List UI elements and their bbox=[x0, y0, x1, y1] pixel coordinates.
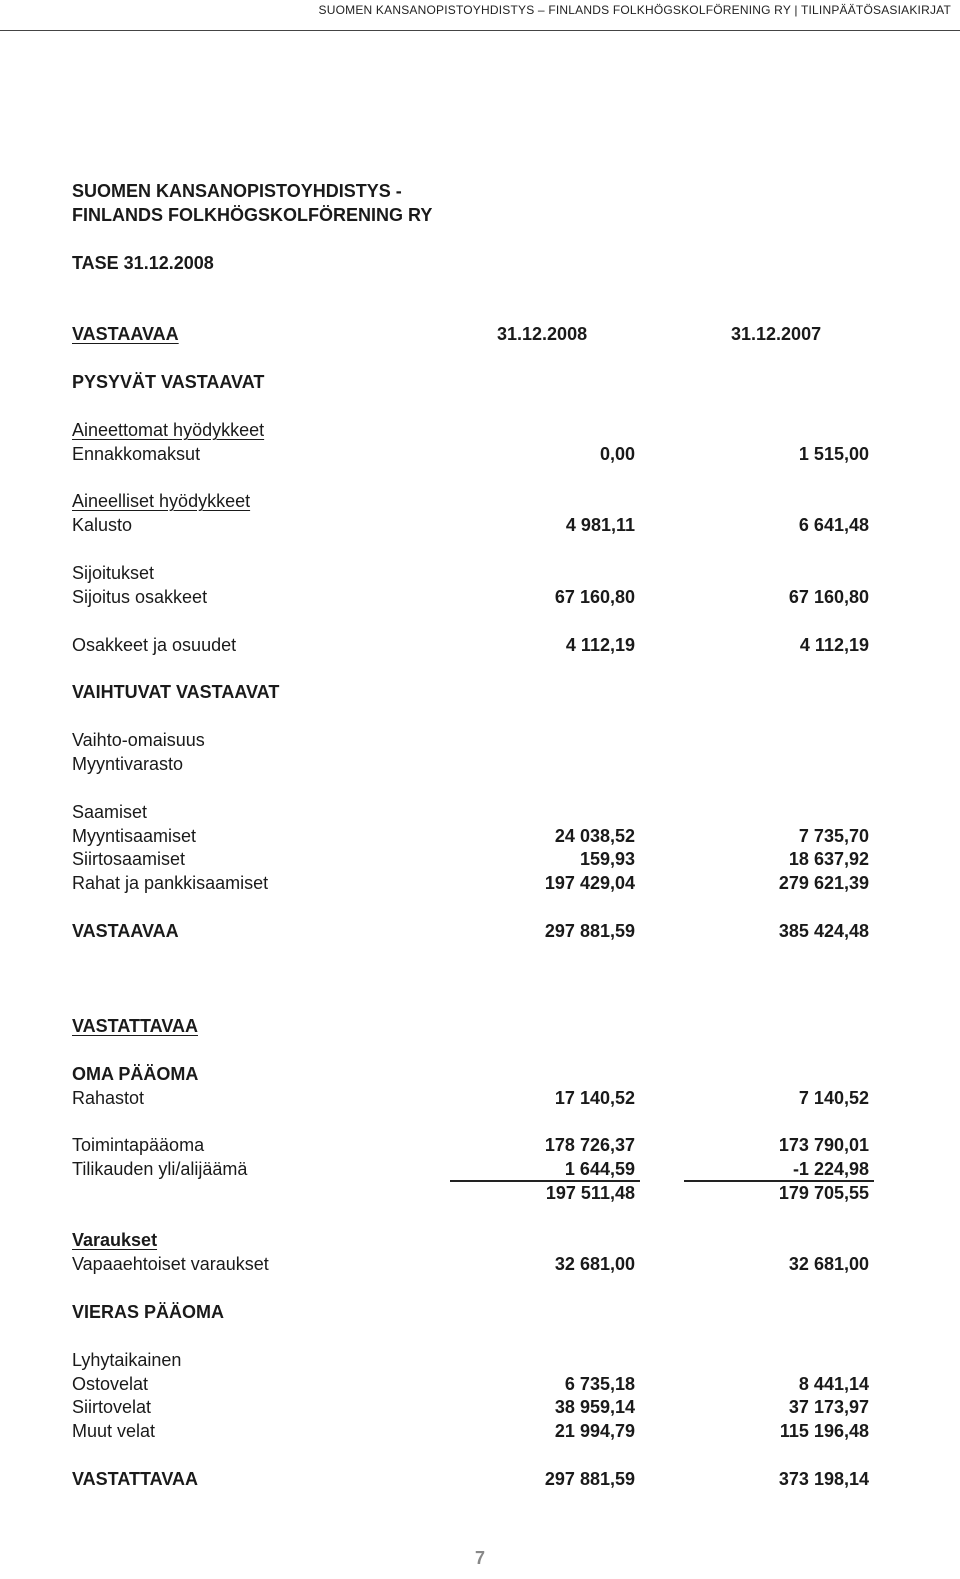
investments-heading: Sijoitukset bbox=[72, 563, 155, 583]
org-name-line2: FINLANDS FOLKHÖGSKOLFÖRENING RY bbox=[72, 205, 433, 225]
page-number: 7 bbox=[474, 1548, 485, 1568]
assets-total-label: VASTAAVAA bbox=[72, 921, 179, 941]
fixed-assets-heading: PYSYVÄT VASTAAVAT bbox=[72, 372, 265, 392]
tangible-heading: Aineelliset hyödykkeet bbox=[72, 491, 251, 511]
running-header-text: SUOMEN KANSANOPISTOYHDISTYS – FINLANDS FOLKHÖGSKOLFÖRENING RY | TILINPÄÄTÖSASIAKIRJAT bbox=[318, 3, 951, 17]
row-value-2007: 8 441,14 bbox=[798, 1374, 869, 1394]
row-value-2008: 32 681,00 bbox=[554, 1254, 635, 1274]
row-value-2007: 7 735,70 bbox=[798, 826, 869, 846]
liabilities-total-label: VASTATTAVAA bbox=[72, 1469, 198, 1489]
debt-heading: VIERAS PÄÄOMA bbox=[72, 1302, 225, 1322]
equity-subtotal-2008: 197 511,48 bbox=[545, 1183, 635, 1203]
row-label: Myyntisaamiset bbox=[72, 826, 197, 846]
equity-subtotal-2007: 179 705,55 bbox=[778, 1183, 869, 1203]
assets-heading: VASTAAVAA bbox=[72, 324, 179, 344]
row-value-2008: 17 140,52 bbox=[554, 1088, 635, 1108]
liabilities-total-2008: 297 881,59 bbox=[544, 1469, 635, 1489]
liabilities-heading: VASTATTAVAA bbox=[72, 1016, 198, 1036]
row-label: Toimintapääoma bbox=[72, 1135, 205, 1155]
assets-total-2007: 385 424,48 bbox=[778, 921, 869, 941]
row-value-2008: 178 726,37 bbox=[544, 1135, 635, 1155]
provisions-heading: Varaukset bbox=[72, 1230, 158, 1250]
row-value-2007: 7 140,52 bbox=[798, 1088, 869, 1108]
row-value-2007: 37 173,97 bbox=[788, 1397, 869, 1417]
row-value-2007: 1 515,00 bbox=[798, 444, 869, 464]
row-label: Rahastot bbox=[72, 1088, 145, 1108]
inventory-heading: Vaihto-omaisuus bbox=[72, 730, 205, 750]
row-label: Vapaaehtoiset varaukset bbox=[72, 1254, 269, 1274]
row-value-2008: 197 429,04 bbox=[544, 873, 635, 893]
row-value-2008: 4 112,19 bbox=[565, 635, 635, 655]
row-value-2007: 6 641,48 bbox=[798, 515, 869, 535]
equity-heading: OMA PÄÄOMA bbox=[72, 1064, 199, 1084]
liabilities-total-2007: 373 198,14 bbox=[778, 1469, 869, 1489]
row-label: Ostovelat bbox=[72, 1374, 149, 1394]
row-label: Muut velat bbox=[72, 1421, 156, 1441]
running-header bbox=[0, 0, 960, 31]
row-value-2007: 67 160,80 bbox=[788, 587, 869, 607]
row-value-2007: 32 681,00 bbox=[788, 1254, 869, 1274]
shortterm-heading: Lyhytaikainen bbox=[72, 1350, 182, 1370]
row-value-2007: 4 112,19 bbox=[799, 635, 869, 655]
col-header-2008: 31.12.2008 bbox=[497, 324, 588, 344]
row-value-2008: 67 160,80 bbox=[554, 587, 635, 607]
row-value-2007: 173 790,01 bbox=[778, 1135, 869, 1155]
assets-total-2008: 297 881,59 bbox=[544, 921, 635, 941]
row-value-2007: 18 637,92 bbox=[788, 849, 869, 869]
row-label: Kalusto bbox=[72, 515, 133, 535]
current-assets-heading: VAIHTUVAT VASTAAVAT bbox=[72, 682, 280, 702]
org-name-line1: SUOMEN KANSANOPISTOYHDISTYS - bbox=[72, 181, 402, 201]
receivables-heading: Saamiset bbox=[72, 802, 148, 822]
row-value-2007: 115 196,48 bbox=[779, 1421, 869, 1441]
row-label: Ennakkomaksut bbox=[72, 444, 201, 464]
row-label: Myyntivarasto bbox=[72, 754, 184, 774]
row-value-2008: 1 644,59 bbox=[564, 1159, 635, 1179]
document-title: TASE 31.12.2008 bbox=[72, 253, 214, 273]
row-value-2008: 21 994,79 bbox=[554, 1421, 635, 1441]
intangible-heading: Aineettomat hyödykkeet bbox=[72, 420, 265, 440]
row-label: Tilikauden yli/alijäämä bbox=[72, 1159, 248, 1179]
row-label: Sijoitus osakkeet bbox=[72, 587, 208, 607]
row-label: Rahat ja pankkisaamiset bbox=[72, 873, 269, 893]
row-value-2007: -1 224,98 bbox=[792, 1159, 869, 1179]
row-value-2008: 6 735,18 bbox=[564, 1374, 635, 1394]
row-value-2008: 0,00 bbox=[599, 444, 635, 464]
col-header-2007: 31.12.2007 bbox=[731, 324, 822, 344]
row-value-2008: 38 959,14 bbox=[554, 1397, 635, 1417]
row-value-2007: 279 621,39 bbox=[778, 873, 869, 893]
row-value-2008: 24 038,52 bbox=[554, 826, 635, 846]
row-value-2008: 159,93 bbox=[579, 849, 635, 869]
row-label: Osakkeet ja osuudet bbox=[72, 635, 237, 655]
row-value-2008: 4 981,11 bbox=[565, 515, 635, 535]
row-label: Siirtosaamiset bbox=[72, 849, 186, 869]
row-label: Siirtovelat bbox=[72, 1397, 152, 1417]
